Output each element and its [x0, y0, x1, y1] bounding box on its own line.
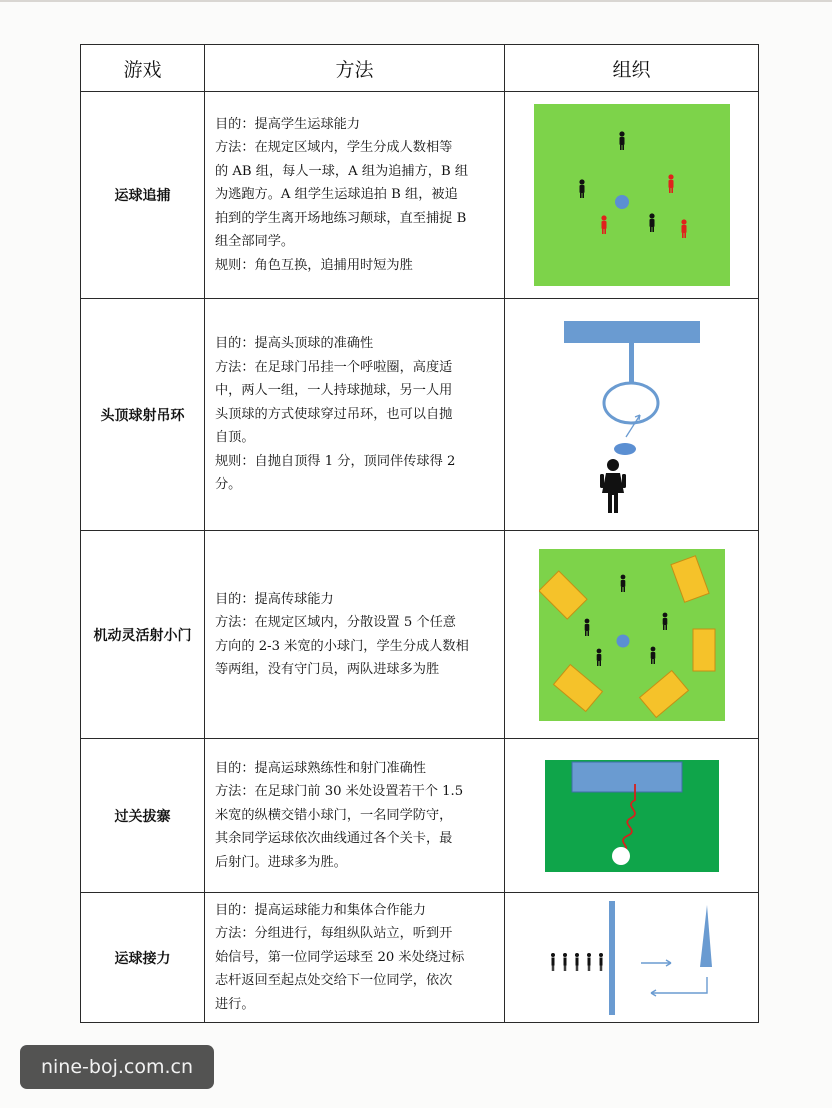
ball-icon	[616, 634, 629, 647]
table-row	[81, 299, 759, 531]
method-cell	[205, 299, 505, 531]
method-line: 中，两人一组，一人持球抛球，另一人用	[215, 383, 453, 399]
player-icon	[575, 953, 579, 971]
method-text	[205, 757, 504, 875]
method-text	[205, 899, 504, 1017]
method-line: 等两组，没有守门员，两队进球多为胜	[215, 662, 440, 677]
method-line: 目的：提高学生运球能力	[215, 116, 361, 132]
dribble-gates-diagram	[545, 760, 719, 872]
table-row	[81, 893, 759, 1023]
organization-cell	[505, 299, 759, 531]
method-line: 方法：在规定区域内，学生分成人数相等	[215, 140, 453, 156]
header-method: 方法	[205, 45, 505, 92]
method-line: 分。	[215, 477, 242, 493]
method-line: 进行。	[215, 996, 255, 1012]
method-line: 目的：提高传球能力	[215, 591, 334, 607]
method-cell	[205, 531, 505, 739]
method-line: 目的：提高头顶球的准确性	[215, 336, 374, 352]
method-line: 目的：提高运球能力和集体合作能力	[215, 902, 426, 918]
relay-diagram	[547, 899, 717, 1017]
method-text	[205, 588, 504, 682]
header-game: 游戏	[81, 45, 205, 92]
organization-cell	[505, 739, 759, 893]
game-name: 运球追捕	[81, 92, 205, 299]
player-icon	[551, 953, 555, 971]
method-line: 规则：角色互换，追捕用时短为胜	[215, 257, 413, 273]
method-line: 志杆返回至起点处交给下一位同学，依次	[215, 973, 453, 989]
organization-cell	[505, 893, 759, 1023]
start-line	[609, 901, 615, 1015]
method-line: 方法：分组进行，每组纵队站立，听到开	[215, 926, 453, 942]
method-line: 其余同学运球依次曲线通过各个关卡，最	[215, 831, 453, 847]
game-name: 运球接力	[81, 893, 205, 1023]
ball-icon	[614, 443, 636, 455]
ball-icon	[612, 847, 630, 865]
method-line: 方向的 2-3 米宽的小球门，学生分成人数相	[215, 638, 469, 654]
method-line: 拍到的学生离开场地练习颠球，直至捕捉 B	[215, 210, 467, 226]
method-cell	[205, 739, 505, 893]
goal-box	[572, 762, 682, 792]
return-arrow	[651, 977, 707, 993]
small-goal	[693, 629, 715, 671]
method-line: 头顶球的方式使球穿过吊环，也可以自抛	[215, 406, 453, 422]
ball-icon	[615, 195, 629, 209]
method-line: 方法：在足球门吊挂一个呼啦圈，高度适	[215, 359, 453, 375]
marker-pole-icon	[700, 905, 712, 967]
game-name: 过关拔寨	[81, 739, 205, 893]
method-cell	[205, 92, 505, 299]
method-text	[205, 113, 504, 278]
game-name: 头顶球射吊环	[81, 299, 205, 531]
method-line: 方法：在足球门前 30 米处设置若干个 1.5	[215, 784, 464, 800]
method-line: 后射门。进球多为胜。	[215, 854, 347, 870]
header-organization: 组织	[505, 45, 759, 92]
hanging-rope	[629, 343, 634, 383]
ball-path-arrow	[626, 415, 640, 437]
small-goals-diagram	[539, 549, 725, 721]
table-row	[81, 92, 759, 299]
method-line: 目的：提高运球熟练性和射门准确性	[215, 760, 426, 776]
method-line: 方法：在规定区域内，分散设置 5 个任意	[215, 615, 456, 630]
method-line: 的 AB 组，每人一球，A 组为追捕方，B 组	[215, 163, 469, 179]
field	[534, 104, 730, 286]
method-line: 为逃跑方。A 组学生运球追拍 B 组，被追	[215, 187, 458, 203]
method-line: 自顶。	[215, 430, 255, 446]
game-name: 机动灵活射小门	[81, 531, 205, 739]
table-row	[81, 739, 759, 893]
hoop-header-diagram	[562, 315, 702, 515]
player-icon	[563, 953, 567, 971]
method-line: 米宽的纵横交错小球门，一名同学防守，	[215, 807, 453, 823]
hoop-icon	[604, 383, 658, 423]
player-icon	[599, 953, 603, 971]
method-line: 组全部同学。	[215, 234, 295, 250]
method-line: 规则：自抛自顶得 1 分，顶同伴传球得 2	[215, 453, 456, 469]
games-table	[80, 44, 759, 1023]
organization-cell	[505, 531, 759, 739]
person-icon	[600, 459, 626, 513]
table-row	[81, 531, 759, 739]
method-line: 始信号，第一位同学运球至 20 米处绕过标	[215, 949, 465, 965]
method-cell	[205, 893, 505, 1023]
goal-crossbar	[564, 321, 700, 343]
method-text	[205, 332, 504, 497]
player-icon	[587, 953, 591, 971]
table-header-row	[81, 45, 759, 92]
chase-field-diagram	[534, 104, 730, 286]
watermark-badge: nine-boj.com.cn	[20, 1045, 214, 1089]
organization-cell	[505, 92, 759, 299]
